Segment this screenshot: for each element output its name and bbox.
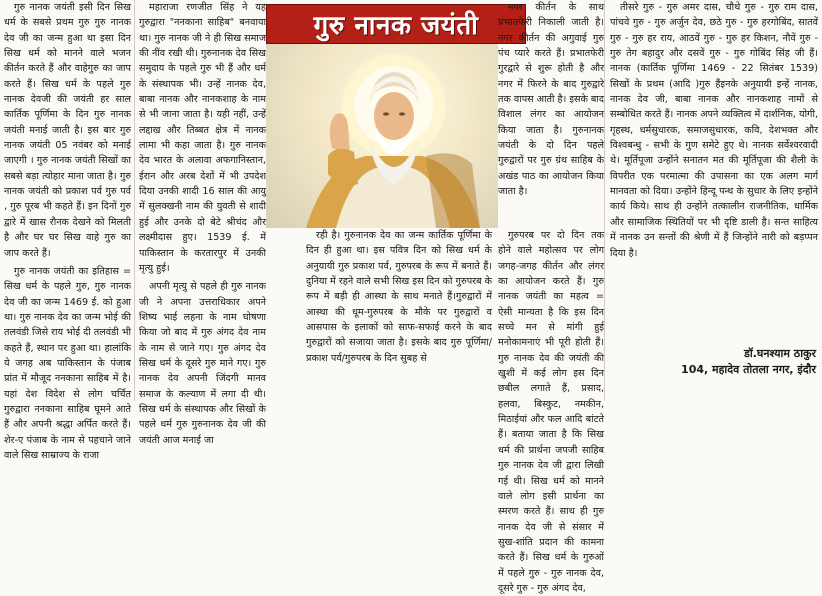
- article-column-5: [610, 0, 818, 340]
- guru-nanak-portrait: [266, 44, 498, 228]
- paragraph: नगर कीर्तन के साथ प्रभातफेरी निकाली जाती है। नगर कीर्तन की अगुवाई गुरु पंच प्यारे करते हैं। प्रभातफेरी गुरद्वारे से शुरू होती है और नगर में फिरने के बाद गुरुद्वारे तक वापस आती है। इसके बाद विशाल लंगर का आयोजन किया जाता है। गुरुनानक जयंती के दो दिन पहले गुरुद्वारों पर गुरु ग्रंथ साहिब के अखंड पाठ का आयोजन किया जाता है।: [498, 2, 604, 198]
- headline-banner: [266, 4, 526, 44]
- paragraph: महाराजा रणजीत सिंह ने यह गुरुद्वारा "ननकाना साहिब" बनवाया था। गुरु नानक जी ने ही सिख समाज की नींव रखी थी। गुरुनानक देव सिख समुदाय के पहले गुरु भी हैं और धर्म के संस्थापक भी। उन्हें नानक देव, बाबा नानक और नानकशाह के नाम से भी जाना जाता है। यही नहीं, उन्हें लद्दाख और तिब्बत क्षेत्र में नानक लामा भी कहा जाता है। गुरु नानक देव भारत के अलावा अफगानिस्तान, ईरान और अरब देशों में भी उपदेश दिया उनकी शादी 16 साल की आयु में सुलक्खनी नाम की युवती से शादी हुई और उनके दो बेटे श्रीचंद और लक्ष्मीदास हुए। 1539 ई. में पाकिस्तान के करतारपुर में उनकी मृत्यु हुई।: [139, 2, 266, 274]
- author-address: 104, महादेव तोतला नगर, इंदौर: [681, 363, 816, 376]
- article-column-4-top: [498, 0, 604, 228]
- paragraph: गुरु नानक जयंती इसी दिन सिख धर्म के सबसे प्रथम गुरु गुरु नानक देव जी का जन्म हुआ था इसा दिन सिख धर्म को मानने वाले भजन कीर्तन करते हैं और वाहेगुरु का जाप करते हैं। सिख धर्म के पहले गुरु नानक देवजी की जयंती हर साल कार्तिक पूर्णिमा के दिन गुरु नानक जयंती मनाई जाती है। इस बार गुरु नानक जयंती 05 नवंबर को मनाई जाएगी । गुरु नानक जयंती सिखों का सबसे बड़ा त्योहार माना जाता है। गुरु नानक जयंती को प्रकाश पर्व गुरु पर्व , गुरु पूरब भी कहते हैं। इन दिनों गुरु द्वारे में खास रौनक देखने को मिलती है और घर घर सिख वाहे गुरु का जाप करते हैं।: [4, 2, 131, 259]
- author-name: डॉ.घनश्याम ठाकुर: [743, 347, 816, 360]
- paragraph: रही है। गुरुनानक देव का जन्म कार्तिक पूर्णिमा के दिन ही हुआ था। इस पवित्र दिन को सिख धर्म के अनुयायी गुरु प्रकाश पर्व, गुरुपरब के रूप में बनाते हैं। दुनिया में रहने वाले सभी सिख इस दिन को गुरुपरब के रूप में बड़ी ही आस्था के साथ मनाते हैं।गुरुद्वारों में आस्था की धूम-गुरुपरब के मौके पर गुरुद्वारों व आसपास के इलाकों को साफ-सफाई करने के बाद गुरुद्वारों को सजाया जाता है। इसके बाद गुरु पूर्णिमा/प्रकाश पर्व/गुरुपरब के दिन सुबह से: [306, 230, 492, 364]
- paragraph: गुरुपरब पर दो दिन तक होने वाले महोत्सव पर लोग जगह-जगह कीर्तन और लंगर का आयोजन करते हैं। गुरु नानक जयंती का महत्व = ऐसी मान्यता है कि इस दिन सच्चे मन से मांगी हुई मनोकामनाएं भी पूरी होती हैं। गुरु नानक देव की जयंती की खुशी में कई लोग इस दिन छबील लगाते हैं, प्रसाद, हलवा, बिस्कुट, नमकीन, मिठाईयां और फल आदि बांटते हैं। बताया जाता है कि सिख धर्म की प्रार्थना जपजी साहिब गुरु नानक देव जी द्वारा लिखी गई थी। सिख धर्म को मानने वाले लोग इसी प्रार्थना का स्मरण करते हैं। साथ ही गुरु नानक देव जी से संसार में सुख-शांति प्रदान की कामना करते हैं। सिख धर्म के गुरुओं में पहले गुरु - गुरु नानक देव, दूसरे गुरु - गुरु अंगद देव,: [498, 230, 604, 594]
- author-byline: [612, 346, 816, 378]
- column-rule: [604, 0, 605, 401]
- article-column-2: [139, 0, 266, 446]
- article-column-4-bottom: [498, 228, 604, 594]
- headline: गुरु नानक जयंती: [313, 11, 479, 41]
- paragraph: तीसरे गुरु - गुरु अमर दास, चौथे गुरु - गुरु राम दास, पांचवे गुरु - गुरु अर्जुन देव, छठे गुरु - गुरु हरगोबिंद, सातवें गुरु - गुरु हर राय, आठवें गुरु - गुरु हर किशन, नौवें गुरु - गुरु तेग बहादुर और दसवें गुरु - गुरु गोबिंद सिंह जी हैं। नानक (कार्तिक पूर्णिमा 1469 - 22 सितंबर 1539) सिखों के प्रथम (आदि )गुरु हैंइनके अनुयायी इन्हें नानक, नानक देव जी, बाबा नानक और नानकशाह नामों से सम्बोधित करते हैं। नानक अपने व्यक्तित्व में दार्शनिक, योगी, गृहस्थ, धर्मसुधारक, समाजसुधारक, कवि, देशभक्त और विश्वबन्धु - सभी के गुण समेटे हुए थे। नानक सर्वेश्वरवादी थे। मूर्तिपूजा उन्होंने सनातन मत की मूर्तिपूजा की शैली के विपरीत एक परमात्मा की उपासना का एक अलग मार्ग मानवता को दिया। उन्होंने हिन्दू पन्थ के सुधार के लिए इन्होंने कार्य किये। साथ ही उन्होंने तत्कालीन राजनीतिक, धार्मिक और सामाजिक स्थितियों पर भी दृष्टि डाली है। सन्त साहित्य में नानक उन सन्तों की श्रेणी में हैं जिन्होंने नारी को बड़प्पन दिया है।: [610, 2, 818, 259]
- article-column-3: [306, 228, 492, 401]
- column-rule: [134, 0, 135, 401]
- paragraph: अपनी मृत्यु से पहले ही गुरु नानक जी ने अपना उत्तराधिकार अपने शिष्य भाई लहना के नाम घोषणा किया जो बाद में गुरु अंगद देव नाम के नाम से जाने गए। गुरु अंगद देव सिख धर्म के दूसरे गुरु माने गए। गुरु नानक देव अपनी जिंदगी मानव समाज के कल्याण में लगा दी थी। सिख धर्म के संस्थापक और सिखों के पहले धर्म गुरु गुरुनानक देव जी की जयंती आज मनाई जा: [139, 281, 266, 446]
- article-column-1: [4, 0, 131, 461]
- portrait-illustration: [266, 44, 498, 228]
- paragraph: गुरु नानक जयंती का इतिहास = सिख धर्म के पहले गुरु, गुरु नानक देव जी का जन्म 1469 ई. को हुआ था। गुरु नानक देव का जन्म भोई की तलवंडी जिसे राय भोई दी तलवंडी भी कहते हैं, स्थान पर हुआ था। हालांकि ये जगह अब पाकिस्तान के पंजाब प्रांत में मौजूद ननकाना साहिब में है। यहां देश विदेश से लोग चर्चित गुरुद्वारा ननकाना साहिब घूमने आते हैं और अपनी श्रद्धा अर्पित करते हैं। शेर-ए पंजाब के नाम से पहचाने जाने वाले सिख साम्राज्य के राजा: [4, 265, 131, 461]
